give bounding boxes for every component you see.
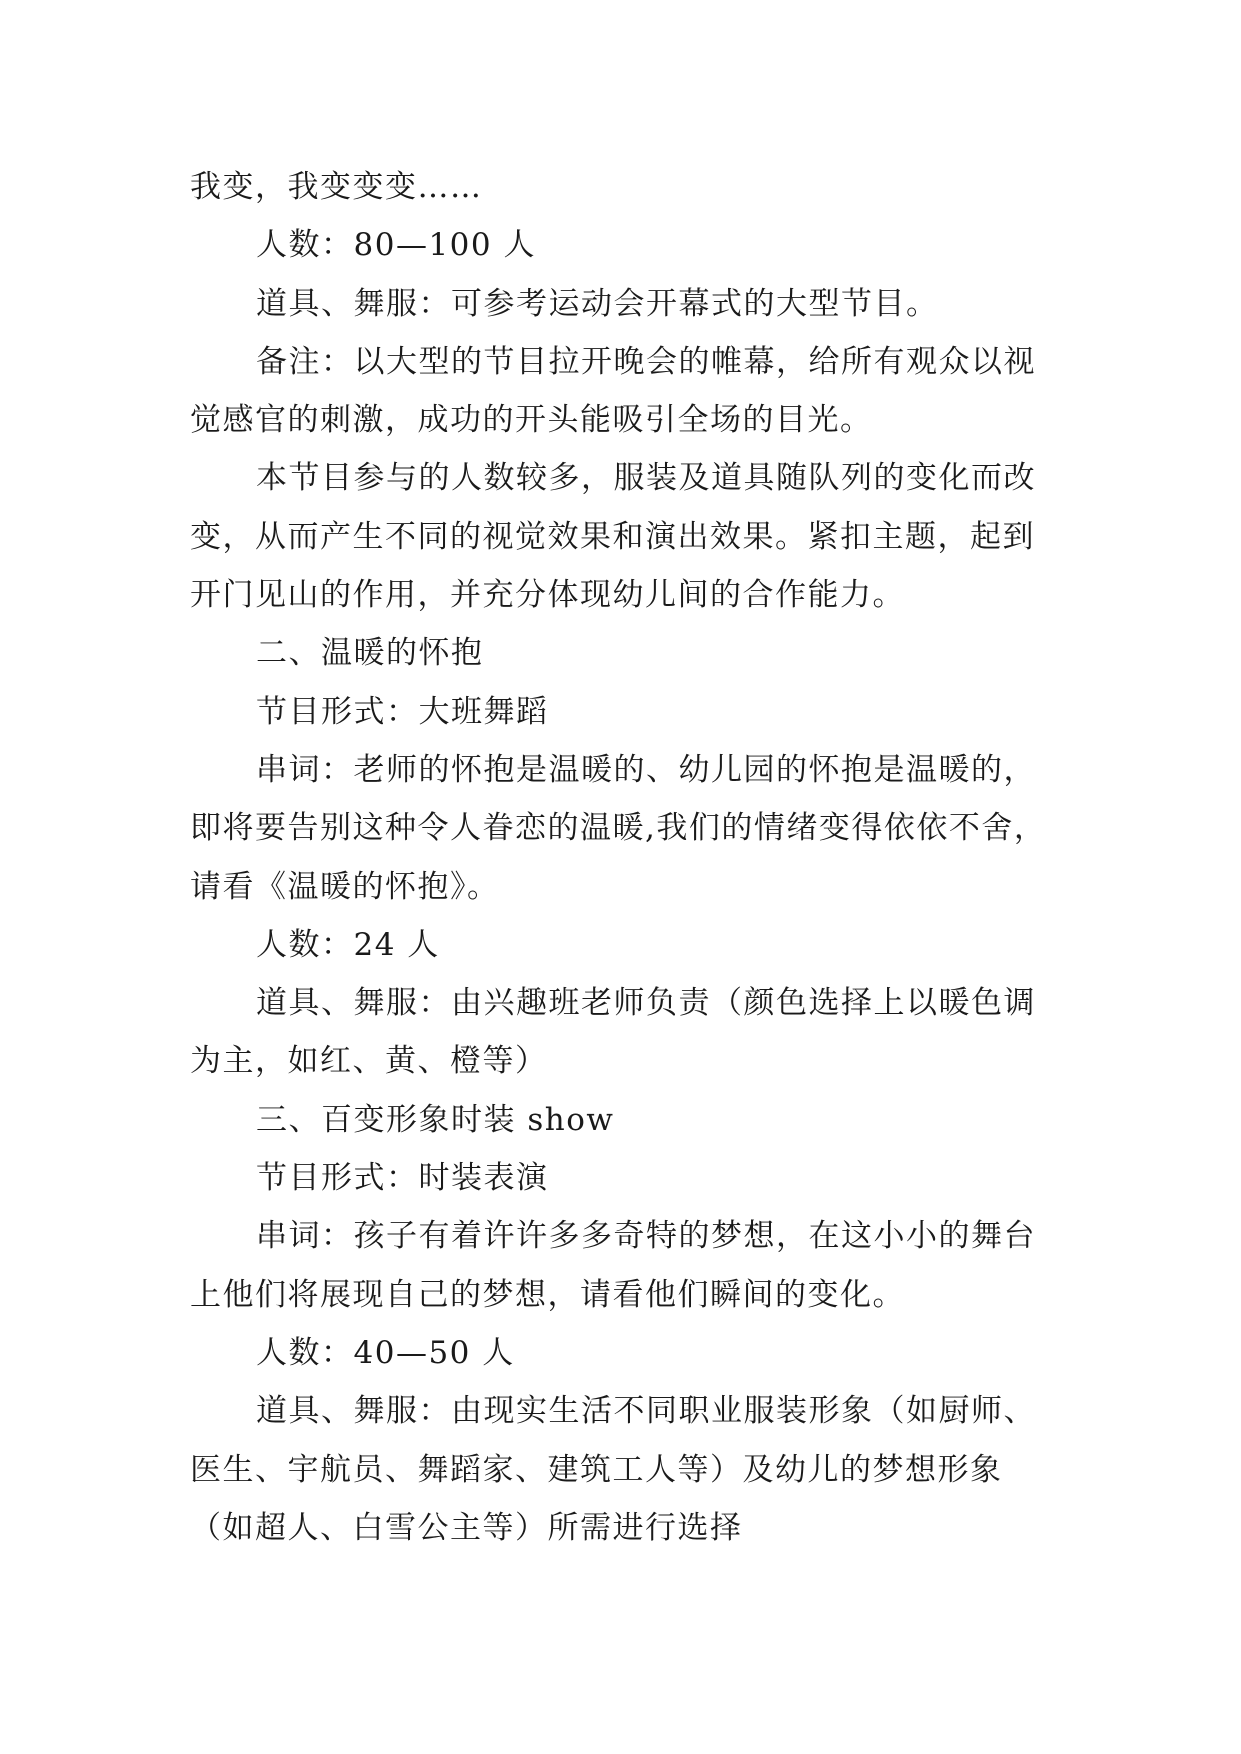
text-line: 串词：孩子有着许许多多奇特的梦想，在这小小的舞台 <box>256 1218 1036 1255</box>
text-line: 觉感官的刺激，成功的开头能吸引全场的目光。 <box>190 402 873 439</box>
text-line: 节目形式：大班舞蹈 <box>256 693 549 730</box>
text-line: 人数：40—50 人 <box>256 1334 515 1371</box>
text-line: 我变，我变变变…… <box>190 169 483 205</box>
section-heading: 二、温暖的怀抱 <box>256 635 484 672</box>
text-line: 为主，如红、黄、橙等） <box>190 1043 548 1080</box>
text-line: 人数：80—100 人 <box>256 227 536 264</box>
text-line: 道具、舞服：由兴趣班老师负责（颜色选择上以暖色调 <box>256 985 1036 1022</box>
text-line: （如超人、白雪公主等）所需进行选择 <box>190 1509 743 1546</box>
text-line: 即将要告别这种令人眷恋的温暖,我们的情绪变得依依不舍， <box>190 810 1047 847</box>
text-line: 人数：24 人 <box>256 926 440 963</box>
text-line: 串词：老师的怀抱是温暖的、幼儿园的怀抱是温暖的， <box>256 751 1036 788</box>
text-line: 本节目参与的人数较多，服装及道具随队列的变化而改 <box>256 460 1036 497</box>
document-body <box>190 158 1070 1557</box>
text-line: 节目形式：时装表演 <box>256 1160 549 1197</box>
section-heading: 三、百变形象时装 show <box>256 1101 615 1138</box>
text-line: 开门见山的作用，并充分体现幼儿间的合作能力。 <box>190 577 905 614</box>
text-line: 医生、宇航员、舞蹈家、建筑工人等）及幼儿的梦想形象 <box>190 1451 1003 1488</box>
text-line: 变，从而产生不同的视觉效果和演出效果。紧扣主题，起到 <box>190 518 1035 555</box>
text-line: 请看《温暖的怀抱》。 <box>190 868 500 905</box>
text-line: 上他们将展现自己的梦想，请看他们瞬间的变化。 <box>190 1276 905 1313</box>
text-line: 道具、舞服：可参考运动会开幕式的大型节目。 <box>256 285 939 322</box>
text-line: 备注：以大型的节目拉开晚会的帷幕，给所有观众以视 <box>256 343 1036 380</box>
text-line: 道具、舞服：由现实生活不同职业服装形象（如厨师、 <box>256 1393 1036 1430</box>
